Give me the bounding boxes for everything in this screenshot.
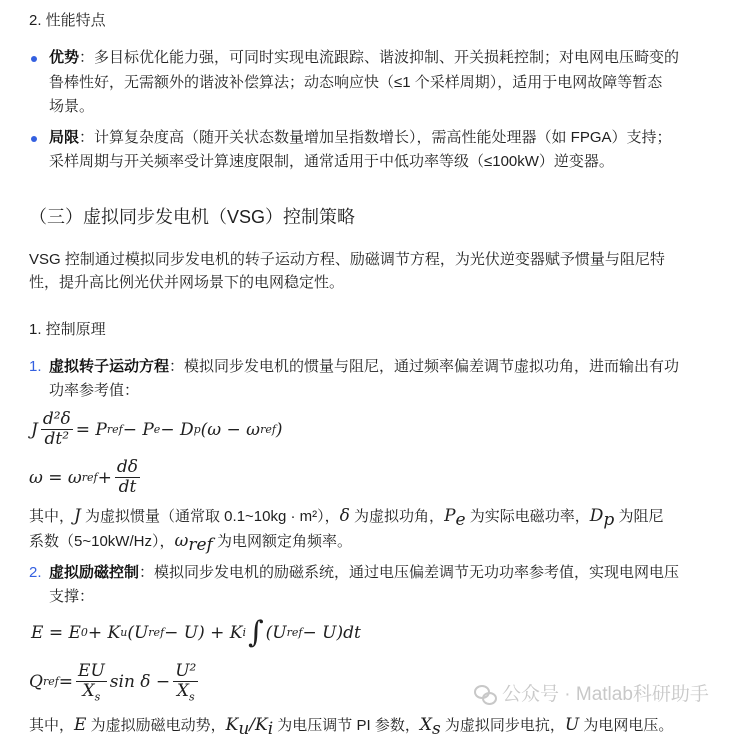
text: ：计算复杂度高（随开关状态数量增加呈指数增长），需高性能处理器（如 FPGA）支持； bbox=[79, 129, 672, 146]
numerator: EU bbox=[78, 661, 105, 681]
watermark-text: 公众号 · Matlab科研助手 bbox=[502, 684, 709, 705]
excitation-line-1 bbox=[49, 562, 679, 584]
text: ：模拟同步发电机的励磁系统，通过电压偏差调节无功功率参考值，实现电网电压 bbox=[139, 564, 680, 581]
section-title: 2. 性能特点 bbox=[29, 12, 106, 29]
f: s bbox=[94, 690, 101, 704]
rotor-line-2: 功率参考值： bbox=[49, 382, 140, 399]
f: + K bbox=[87, 623, 121, 643]
t: D bbox=[589, 506, 604, 526]
f: (ω − ω bbox=[200, 419, 261, 440]
where-line-2 bbox=[29, 530, 352, 553]
t: ref bbox=[188, 535, 213, 555]
t: 为虚拟同步电抗， bbox=[440, 717, 565, 734]
f: (U bbox=[127, 623, 149, 643]
integral-sign: ∫ bbox=[248, 615, 264, 650]
text: ：模拟同步发电机的惯量与阻尼，通过频率偏差调节虚拟功角，进而输出有功 bbox=[169, 358, 680, 375]
f: − U) + K bbox=[164, 623, 243, 643]
t: i bbox=[267, 719, 274, 739]
numerator: dδ bbox=[116, 457, 138, 477]
t: J bbox=[74, 506, 81, 526]
t: p bbox=[603, 510, 615, 530]
item-number: 1. bbox=[29, 358, 42, 375]
denominator: dt bbox=[118, 477, 137, 497]
t: /K bbox=[249, 715, 268, 735]
excitation-equation: E = E 0 + K u (U ref − U) + K i ∫ (U ref − U)dt bbox=[31, 615, 361, 650]
t: 系数（5~10kW/Hz）， bbox=[29, 533, 175, 550]
numerator: d²δ bbox=[42, 409, 71, 429]
wechat-icon bbox=[474, 685, 496, 705]
limitation-label: 局限 bbox=[49, 129, 80, 146]
denominator bbox=[173, 681, 198, 704]
f: J bbox=[31, 419, 38, 440]
limitation-line-1 bbox=[49, 127, 672, 149]
t: u bbox=[238, 719, 250, 739]
t: 为阻尼 bbox=[614, 508, 664, 525]
f: ω = ω bbox=[29, 467, 82, 488]
t: e bbox=[455, 510, 466, 530]
f: + bbox=[97, 467, 112, 488]
f: E = E bbox=[31, 623, 81, 643]
t: 为电网电压。 bbox=[579, 717, 674, 734]
f: − D bbox=[160, 419, 194, 440]
bullet-dot bbox=[31, 56, 37, 62]
t: ω bbox=[174, 531, 189, 551]
numerator: U² bbox=[175, 661, 197, 681]
advantage-line-1 bbox=[49, 47, 679, 69]
f: − P bbox=[122, 419, 154, 440]
limitation-line-2: 采样周期与开关频率受计算速度限制，通常适用于中低功率等级（≤100kW）逆变器。 bbox=[49, 153, 614, 170]
vsg-intro-2: 性，提升高比例光伏并网场景下的电网稳定性。 bbox=[29, 274, 345, 291]
f: sin δ − bbox=[109, 671, 171, 692]
t: s bbox=[431, 719, 441, 739]
denominator: dt² bbox=[44, 429, 70, 449]
f: − U)dt bbox=[302, 623, 361, 643]
t: 为虚拟惯量（通常取 0.1~10kg · m²）， bbox=[80, 508, 340, 525]
vsg-heading: （三）虚拟同步发电机（VSG）控制策略 bbox=[29, 207, 356, 227]
where2-line bbox=[29, 714, 673, 737]
rotor-equation: J $\frac{\text{d²δ}}{\text{dt²}}$ = P ref − P e − D p (ω − ω ref ) bbox=[31, 409, 283, 449]
denominator bbox=[76, 681, 107, 704]
advantage-label: 优势 bbox=[49, 49, 80, 66]
f: = P bbox=[75, 419, 107, 440]
excitation-line-2: 支撑： bbox=[49, 588, 95, 605]
excitation-label: 虚拟励磁控制 bbox=[49, 564, 140, 581]
f: Q bbox=[29, 671, 43, 692]
t: δ bbox=[339, 506, 350, 526]
t: K bbox=[225, 715, 239, 735]
t: U bbox=[564, 715, 580, 735]
f: ) bbox=[275, 419, 283, 440]
bullet-dot bbox=[31, 136, 37, 142]
text: ：多目标优化能力强，可同时实现电流跟踪、谐波抑制、开关损耗控制；对电网电压畸变的 bbox=[79, 49, 680, 66]
f: s bbox=[188, 690, 195, 704]
watermark bbox=[474, 684, 709, 706]
advantage-line-2: 鲁棒性好，无需额外的谐波补偿算法；动态响应快（≤1 个采样周期），适用于电网故障等暂态 bbox=[49, 74, 663, 91]
t: X bbox=[419, 715, 432, 735]
t: 为电压调节 PI 参数， bbox=[273, 717, 420, 734]
t: P bbox=[444, 506, 456, 526]
t: 为实际电磁功率， bbox=[465, 508, 590, 525]
t: 为电网额定角频率。 bbox=[212, 533, 352, 550]
f: X bbox=[176, 681, 189, 701]
f: = bbox=[58, 671, 74, 692]
f: (U bbox=[265, 623, 287, 643]
t: 其中， bbox=[29, 717, 75, 734]
principle-title: 1. 控制原理 bbox=[29, 321, 106, 338]
item-number: 2. bbox=[29, 564, 42, 581]
reactive-power-equation: Q ref = $\frac{EU}{X_s}$ sin δ − $\frac{\text{U²}}{X_s}$ bbox=[29, 661, 197, 704]
rotor-line-1 bbox=[49, 356, 679, 378]
f: X bbox=[82, 681, 95, 701]
where-line-1 bbox=[29, 505, 663, 528]
vsg-intro-1: VSG 控制通过模拟同步发电机的转子运动方程、励磁调节方程，为光伏逆变器赋予惯量与阻尼特 bbox=[29, 251, 665, 268]
t: 为虚拟功角， bbox=[349, 508, 445, 525]
rotor-label: 虚拟转子运动方程 bbox=[49, 358, 170, 375]
advantage-line-3: 场景。 bbox=[49, 98, 95, 115]
t: 为虚拟励磁电动势， bbox=[86, 717, 226, 734]
t: 其中， bbox=[29, 508, 75, 525]
t: E bbox=[74, 715, 87, 735]
omega-equation: ω = ω ref + $\frac{d\delta}{dt}$ bbox=[29, 457, 138, 497]
